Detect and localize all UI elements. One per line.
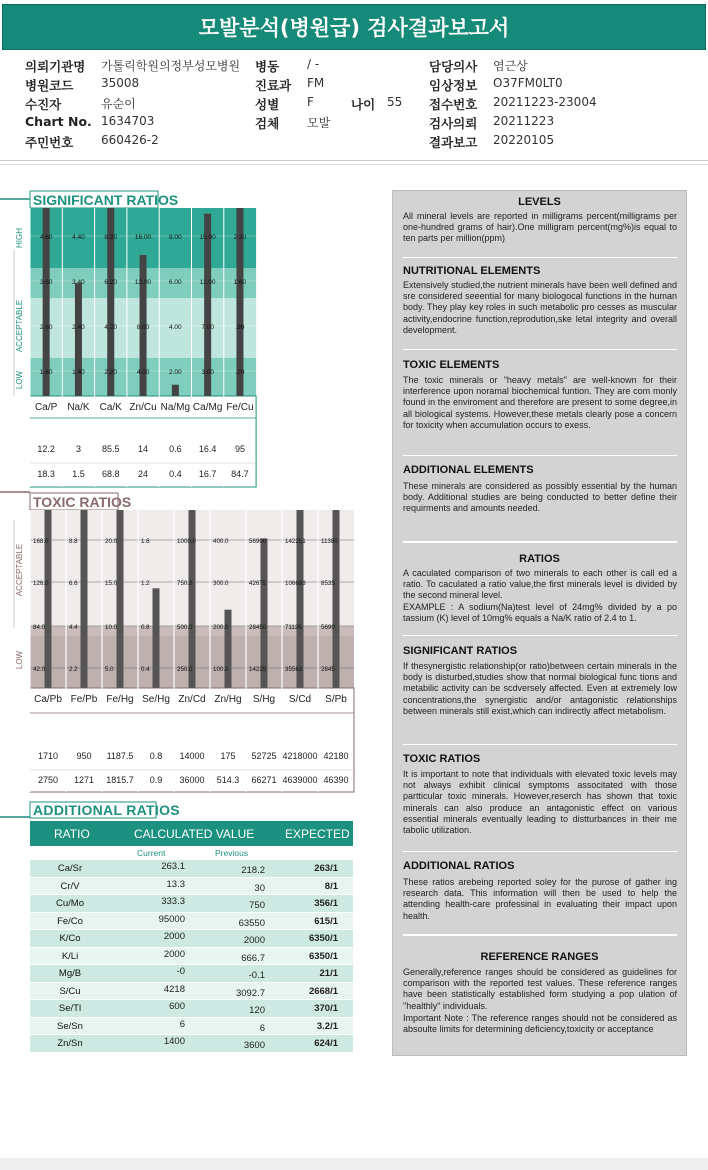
ratio-bar-fe-hg bbox=[117, 510, 124, 688]
ratio-name: Na/Mg bbox=[160, 402, 191, 413]
band-label: ACCEPTABLE bbox=[15, 299, 24, 353]
scale-label: 2845 bbox=[321, 666, 335, 673]
previous-cell: 63550 bbox=[238, 917, 265, 929]
divider bbox=[0, 164, 708, 165]
scale-label: 2.30 bbox=[233, 234, 247, 241]
header-calculated: CALCULATED VALUE bbox=[134, 827, 255, 841]
ratio-name: S/Cd bbox=[288, 694, 312, 705]
hospital-value: 가톨릭학원의정부성모병원 bbox=[101, 59, 241, 73]
additional-ratios-heading: ADDITIONAL RATIOS bbox=[403, 860, 515, 872]
ratio-name: Fe/Pb bbox=[70, 694, 98, 705]
ratio-current: 3 bbox=[75, 444, 81, 454]
ratio-name: Ca/P bbox=[35, 402, 58, 413]
ward-label: 병동 bbox=[255, 59, 280, 74]
scale-label: 10.0 bbox=[105, 624, 118, 631]
header-expected: EXPECTED bbox=[285, 827, 350, 841]
ratio-previous: 18.3 bbox=[37, 469, 55, 479]
ratio-cell: Cu/Mo bbox=[56, 898, 84, 909]
scale-label: 8.8 bbox=[69, 538, 78, 545]
scale-label: 4.00 bbox=[136, 369, 150, 376]
ratio-current: 14 bbox=[138, 444, 149, 454]
toxic-elements-heading: TOXIC ELEMENTS bbox=[403, 359, 500, 371]
scale-label: 106688 bbox=[285, 580, 306, 587]
expected-cell: 356/1 bbox=[314, 898, 338, 909]
table-body bbox=[30, 860, 353, 1053]
report-date-label: 결과보고 bbox=[429, 135, 478, 150]
current-cell: 2000 bbox=[163, 931, 185, 942]
scale-label: 42675 bbox=[249, 580, 267, 587]
nutritional-text: Extensively studied,the nutrient minerals have been well defined and sre considered seeential for many biologocal functions in the human body. They play key roles in such metabolic pro cesses as muscular activity,endocrine function,reprodution,ske letal integrity and overall development. bbox=[403, 280, 677, 335]
clinical-label: 임상정보 bbox=[429, 78, 478, 93]
scale-label: 16.00 bbox=[134, 234, 152, 241]
scale-label: 2.40 bbox=[72, 324, 85, 331]
toxic-ratios-text: It is important to note that individuals with elevated toxic levels may not always exhibit clinical symptoms associtated with those partticular toxic minerals. However,reserch has shown that toxic minerals can also produce an antagonistic effect on various essential minerals eventually leading to distturbances in their me tabolic utilization. bbox=[403, 769, 677, 836]
ratios-example: EXAMPLE : A sodium(Na)test level of 24mg% divided by a po tassium (K) level of 10mg% equals a Na/K ratio of 2.4 to 1. bbox=[403, 602, 677, 624]
ratio-bar-na-mg bbox=[172, 385, 179, 396]
scale-label: 8.20 bbox=[104, 234, 118, 241]
current-cell: 2000 bbox=[163, 948, 185, 960]
sex-value: F bbox=[307, 95, 314, 109]
table-row bbox=[30, 1018, 353, 1036]
table-row bbox=[30, 930, 353, 948]
current-cell: 95000 bbox=[158, 913, 185, 925]
scale-label: 2.2 bbox=[69, 666, 78, 673]
scale-label: 1.2 bbox=[141, 580, 150, 587]
scale-label: 2.60 bbox=[39, 324, 53, 331]
divider bbox=[403, 744, 677, 745]
scale-label: 4.60 bbox=[39, 234, 53, 241]
scale-label: 6.00 bbox=[169, 279, 182, 286]
ratio-name: S/Hg bbox=[252, 694, 276, 705]
ratio-previous: 514.3 bbox=[216, 775, 240, 785]
ratio-previous: 4639000 bbox=[282, 775, 318, 785]
previous-cell: 2000 bbox=[243, 935, 265, 946]
important-note: Important Note : The reference ranges should not be considered as absoulte limits for determining deficiency,toxicity or acceptance bbox=[403, 1013, 677, 1035]
divider bbox=[403, 635, 677, 636]
toxic-elements-text: The toxic minerals or "heavy metals" are well-known for their interference upon noramal biochemical funtion. They are com monly found in the enviroment and therefore are present to some degree,in all biological systems. However,these metals clearly pose a concern for toxicity when accumulation occurs to exess. bbox=[403, 375, 677, 430]
age-label: 나이 bbox=[351, 97, 376, 112]
ratio-previous: 2750 bbox=[37, 775, 59, 785]
scale-label: 1.60 bbox=[233, 279, 247, 286]
ratio-name: S/Pb bbox=[325, 694, 347, 705]
subheader-current: Current bbox=[137, 848, 166, 858]
divider bbox=[0, 160, 708, 161]
previous-cell: 3600 bbox=[243, 1040, 265, 1051]
divider bbox=[403, 349, 677, 350]
table-row bbox=[30, 895, 353, 913]
significant-ratios-heading: SIGNIFICANT RATIOS bbox=[403, 645, 518, 657]
current-cell: 600 bbox=[169, 1001, 185, 1012]
report-date-value: 20220105 bbox=[493, 133, 555, 147]
current-cell: 333.3 bbox=[161, 896, 185, 907]
ratio-bar-ca-pb bbox=[45, 510, 52, 688]
scale-label: 8.00 bbox=[136, 324, 150, 331]
current-cell: 263.1 bbox=[161, 861, 185, 872]
scale-label: 4.00 bbox=[169, 324, 182, 331]
ratio-current: 14000 bbox=[179, 751, 205, 761]
doctor-label: 담당의사 bbox=[429, 59, 478, 74]
header-ratio: RATIO bbox=[54, 827, 90, 841]
divider bbox=[403, 455, 677, 456]
expected-cell: 3.2/1 bbox=[316, 1020, 338, 1032]
ratio-cell: Se/Sn bbox=[57, 1020, 83, 1032]
ratio-previous: 0.4 bbox=[169, 469, 182, 479]
doctor-value: 염근상 bbox=[493, 59, 528, 73]
scale-label: 8535 bbox=[321, 580, 335, 587]
previous-cell: 218.2 bbox=[241, 865, 265, 876]
ratio-previous: 16.7 bbox=[198, 469, 217, 479]
ratio-previous: 84.7 bbox=[231, 469, 249, 479]
ratio-bar-fe-pb bbox=[81, 510, 88, 688]
ratio-previous: 68.8 bbox=[101, 469, 120, 479]
ratio-bar-s-pb bbox=[333, 510, 340, 688]
scale-label: 56900 bbox=[249, 538, 267, 545]
scale-label: 28450 bbox=[249, 624, 267, 631]
ratio-previous: 46390 bbox=[323, 775, 349, 785]
expected-cell: 624/1 bbox=[314, 1038, 338, 1049]
scale-label: 4.4 bbox=[69, 624, 78, 631]
explanation-panel bbox=[392, 190, 687, 1056]
current-cell: 13.3 bbox=[166, 878, 185, 890]
table-row bbox=[30, 965, 353, 983]
scale-label: 5690 bbox=[321, 624, 335, 631]
ratio-current: 16.4 bbox=[198, 444, 217, 454]
ratio-cell: Mg/B bbox=[58, 968, 82, 979]
scale-label: 2.00 bbox=[169, 369, 182, 376]
scale-label: 2.20 bbox=[104, 369, 118, 376]
expected-cell: 2668/1 bbox=[308, 985, 338, 997]
report-title: 모발분석(병원급) 검사결과보고서 bbox=[2, 4, 706, 50]
page-footer bbox=[0, 1158, 708, 1170]
scale-label: 142251 bbox=[285, 538, 306, 545]
additional-elements-text: These minerals are considered as possibly essential by the human body. Additional studies are being conducted to better define their requirments and amounts needed. bbox=[403, 481, 677, 514]
age-value: 55 bbox=[387, 95, 403, 109]
scale-label: 5.0 bbox=[105, 666, 114, 673]
ratio-cell: Se/Tl bbox=[58, 1003, 82, 1014]
ratios-heading: RATIOS bbox=[519, 553, 560, 565]
current-cell: 4218 bbox=[163, 983, 185, 995]
previous-cell: 6 bbox=[259, 1022, 265, 1034]
ratio-current: 1710 bbox=[37, 751, 59, 761]
levels-text: All mineral levels are reported in milligrams percent(milligrams per one-hundred grams of hair).One milligram percent(mg%)is equal to ten parts per million(ppm) bbox=[403, 211, 677, 244]
scale-label: 84.0 bbox=[33, 624, 46, 631]
request-value: 20211223 bbox=[493, 114, 555, 128]
ratio-current: 42180 bbox=[323, 751, 349, 761]
additional-ratios-text: These ratios arebeing reported soley for the purose of gather ing research data. This information will then be used to help the attending health-care professinal in evaluating their impact upon health. bbox=[403, 877, 677, 921]
band-label: LOW bbox=[15, 650, 24, 670]
scale-label: 15.0 bbox=[105, 580, 118, 587]
ratio-previous: 1271 bbox=[73, 775, 95, 785]
ratio-cell: K/Co bbox=[59, 933, 81, 944]
table-row bbox=[30, 1035, 353, 1053]
clinical-value: O37FM0LT0 bbox=[493, 76, 563, 90]
scale-label: 4.40 bbox=[72, 234, 85, 241]
reference-ranges-text: Generally,reference ranges should be considered as guidelines for comparison with the reported test values. These reference ranges have been statistically established form studying a pop ulation of "healthly" individuals. bbox=[403, 967, 677, 1011]
scale-label: 14225 bbox=[249, 666, 267, 673]
scale-label: 1000.0 bbox=[177, 538, 196, 545]
rrn-label: 주민번호 bbox=[25, 135, 74, 150]
table-row bbox=[30, 860, 353, 878]
divider bbox=[403, 257, 677, 258]
scale-label: 11.00 bbox=[199, 279, 216, 286]
additional-ratios-title: ADDITIONAL RATIOS bbox=[33, 802, 180, 818]
table-subheader bbox=[30, 846, 353, 860]
scale-label: 42.0 bbox=[33, 666, 46, 673]
ratio-name: Se/Hg bbox=[142, 694, 170, 705]
code-label: 병원코드 bbox=[25, 78, 74, 93]
dept-value: FM bbox=[307, 76, 325, 90]
current-cell: 1400 bbox=[163, 1036, 185, 1047]
scale-label: 750.0 bbox=[177, 580, 193, 587]
toxic-ratios-heading: TOXIC RATIOS bbox=[403, 753, 481, 765]
previous-cell: 750 bbox=[249, 900, 265, 911]
ratio-name: Ca/K bbox=[99, 402, 122, 413]
scale-label: 71126 bbox=[285, 624, 302, 631]
specimen-label: 검체 bbox=[255, 116, 280, 131]
ratio-name: Na/K bbox=[67, 402, 90, 413]
toxic-ratios-title: TOXIC RATIOS bbox=[33, 494, 132, 510]
scale-label: 20.0 bbox=[105, 538, 118, 545]
subheader-previous: Previous bbox=[215, 848, 249, 858]
expected-cell: 21/1 bbox=[319, 968, 338, 979]
previous-cell: 30 bbox=[254, 882, 265, 894]
ratio-cell: Fe/Co bbox=[57, 915, 83, 927]
divider bbox=[403, 851, 677, 852]
previous-cell: -0.1 bbox=[248, 970, 265, 981]
chart-value: 1634703 bbox=[101, 114, 155, 128]
scale-label: 35563 bbox=[285, 666, 303, 673]
current-cell: 6 bbox=[179, 1018, 185, 1030]
expected-cell: 6350/1 bbox=[308, 933, 338, 944]
rrn-value: 660426-2 bbox=[101, 133, 159, 147]
previous-cell: 3092.7 bbox=[235, 987, 265, 999]
scale-label: 4.20 bbox=[104, 324, 118, 331]
scale-label: .90 bbox=[235, 324, 245, 331]
table-row bbox=[30, 983, 353, 1001]
ratio-previous: 66271 bbox=[251, 775, 277, 785]
request-label: 검사의뢰 bbox=[429, 116, 478, 131]
previous-cell: 120 bbox=[249, 1005, 265, 1016]
ratio-current: 0.8 bbox=[149, 751, 163, 761]
table-row bbox=[30, 878, 353, 896]
band-label: HIGH bbox=[15, 228, 24, 248]
ratio-name: Zn/Cu bbox=[129, 402, 157, 413]
scale-label: 6.20 bbox=[104, 279, 118, 286]
scale-label: 3.00 bbox=[201, 369, 214, 376]
ratio-bar-zn-hg bbox=[225, 610, 232, 688]
scale-label: 1.60 bbox=[39, 369, 53, 376]
scale-label: 200.0 bbox=[213, 624, 229, 631]
ratio-cell: Cr/V bbox=[60, 880, 80, 892]
current-cell: -0 bbox=[176, 966, 185, 977]
previous-cell: 666.7 bbox=[241, 952, 265, 964]
ratio-current: 175 bbox=[220, 751, 236, 761]
levels-heading: LEVELS bbox=[518, 196, 561, 208]
scale-label: 126.0 bbox=[33, 580, 49, 587]
scale-label: 0.4 bbox=[141, 666, 150, 673]
ward-value: / - bbox=[307, 57, 320, 71]
ratio-previous: 1815.7 bbox=[106, 775, 134, 785]
nutritional-heading: NUTRITIONAL ELEMENTS bbox=[403, 265, 541, 277]
divider bbox=[403, 934, 677, 936]
ratios-text: A caculated comparison of two minerals to each other is call ed a ratio. To caculated a ratio value,the first minerals level is divided by the second mineral level. bbox=[403, 568, 677, 601]
scale-label: 1.6 bbox=[141, 538, 150, 545]
ratio-previous: 1.5 bbox=[72, 469, 85, 479]
significant-ratios-text: If thesynergistic relationship(or ratio)between certain minerals in the body is disturbed,studies show that normal biological func tions and metabilic activity can be scdversely affected. Even at extremely low concentrations,the synergistic and/or antagonistic relationships between minerals still exist,which can indirectly affect metabolism. bbox=[403, 661, 677, 716]
ratio-current: 85.5 bbox=[101, 444, 120, 454]
collector-label: 수진자 bbox=[25, 97, 62, 112]
ratio-previous: 36000 bbox=[179, 775, 205, 785]
expected-cell: 370/1 bbox=[314, 1003, 338, 1014]
divider bbox=[403, 541, 677, 543]
receipt-value: 20211223-23004 bbox=[493, 95, 597, 109]
scale-label: 6.6 bbox=[69, 580, 78, 587]
table-row bbox=[30, 1000, 353, 1018]
ratio-bar-na-k bbox=[75, 283, 82, 396]
toxic-ratios-chart bbox=[0, 490, 370, 800]
ratio-current: 4218000 bbox=[282, 751, 318, 761]
band-label: LOW bbox=[15, 370, 24, 390]
specimen-value: 모발 bbox=[307, 116, 331, 130]
ratio-cell: K/Li bbox=[61, 950, 79, 962]
ratio-previous: 24 bbox=[138, 469, 149, 479]
reference-ranges-heading: REFERENCE RANGES bbox=[480, 951, 599, 963]
scale-label: 12.00 bbox=[134, 279, 152, 286]
hospital-label: 의뢰기관명 bbox=[25, 59, 86, 74]
code-value: 35008 bbox=[101, 76, 140, 90]
scale-label: 300.0 bbox=[213, 580, 229, 587]
expected-cell: 8/1 bbox=[324, 880, 338, 892]
scale-label: 11380 bbox=[321, 538, 338, 545]
sex-label: 성별 bbox=[255, 97, 280, 112]
chart-label: Chart No. bbox=[25, 114, 92, 129]
significant-ratios-title: SIGNIFICANT RATIOS bbox=[33, 192, 179, 208]
dept-label: 진료과 bbox=[255, 78, 292, 93]
ratio-name: Zn/Cd bbox=[178, 694, 206, 705]
additional-ratios-table bbox=[30, 821, 353, 1053]
receipt-label: 접수번호 bbox=[429, 97, 478, 112]
ratio-bar-zn-cd bbox=[189, 510, 196, 688]
ratio-name: Fe/Cu bbox=[226, 402, 254, 413]
ratio-cell: Ca/Sr bbox=[57, 863, 83, 874]
ratio-current: 95 bbox=[234, 444, 245, 454]
table-header bbox=[30, 821, 353, 846]
band-label: ACCEPTABLE bbox=[15, 543, 24, 597]
collector-value: 유순이 bbox=[101, 97, 136, 111]
scale-label: 0.8 bbox=[141, 624, 150, 631]
expected-cell: 263/1 bbox=[314, 863, 338, 874]
ratio-name: Fe/Hg bbox=[106, 694, 134, 705]
ratio-bar-se-hg bbox=[153, 588, 160, 688]
expected-cell: 6350/1 bbox=[308, 950, 338, 962]
scale-label: 250.0 bbox=[177, 666, 193, 673]
expected-cell: 615/1 bbox=[314, 915, 338, 927]
scale-label: 400.0 bbox=[213, 538, 229, 545]
ratio-current: 52725 bbox=[251, 751, 277, 761]
ratio-current: 950 bbox=[76, 751, 92, 761]
scale-label: 100.0 bbox=[213, 666, 229, 673]
ratio-name: Ca/Mg bbox=[192, 402, 223, 413]
ratio-name: Ca/Pb bbox=[34, 694, 62, 705]
ratio-cell: S/Cu bbox=[59, 985, 81, 997]
scale-label: 500.0 bbox=[177, 624, 193, 631]
scale-label: .20 bbox=[235, 369, 245, 376]
table-row bbox=[30, 913, 353, 931]
scale-label: 1.40 bbox=[72, 369, 85, 376]
scale-label: 15.00 bbox=[199, 234, 216, 241]
ratio-previous: 0.9 bbox=[149, 775, 163, 785]
additional-elements-heading: ADDITIONAL ELEMENTS bbox=[403, 464, 534, 476]
ratio-cell: Zn/Sn bbox=[57, 1038, 83, 1049]
table-row bbox=[30, 948, 353, 966]
ratio-current: 12.2 bbox=[37, 444, 55, 454]
scale-label: 3.60 bbox=[39, 279, 53, 286]
ratio-current: 1187.5 bbox=[106, 751, 134, 761]
scale-label: 3.40 bbox=[72, 279, 85, 286]
ratio-current: 0.6 bbox=[169, 444, 182, 454]
ratio-bar-s-cd bbox=[297, 510, 304, 688]
significant-ratios-chart bbox=[0, 188, 270, 488]
scale-label: 7.00 bbox=[201, 324, 214, 331]
scale-label: 8.00 bbox=[169, 234, 182, 241]
scale-label: 168.0 bbox=[33, 538, 49, 545]
ratio-name: Zn/Hg bbox=[214, 694, 242, 705]
